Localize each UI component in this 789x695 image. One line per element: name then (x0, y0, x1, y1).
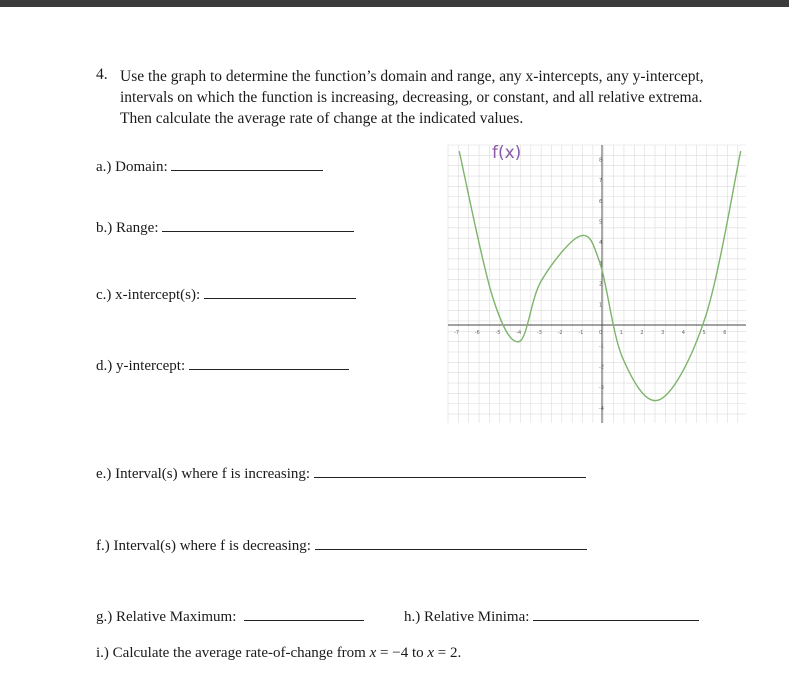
y-tick-label: -1 (599, 343, 604, 350)
x-tick-label: -2 (557, 330, 563, 336)
part-i-eq2: = 2. (434, 645, 462, 661)
part-g-label: g.) Relative Maximum: (96, 609, 237, 625)
part-i-x2: x (427, 645, 435, 661)
y-tick-label: 8 (599, 157, 603, 164)
part-g-answer-blank[interactable] (244, 619, 364, 621)
part-g (96, 609, 364, 626)
part-b (96, 220, 354, 237)
part-a-label: a.) Domain: (96, 159, 168, 175)
part-c-answer-blank[interactable] (204, 297, 356, 299)
graph-label-fx: f(x) (492, 143, 522, 163)
y-tick-label: -3 (599, 385, 604, 392)
part-f-label: f.) Interval(s) where f is decreasing: (96, 538, 311, 554)
part-i-prefix: i.) Calculate the average rate-of-change from (96, 645, 370, 661)
question-text: Use the graph to determine the function’s domain and range, any x-intercepts, any y-intercept, intervals on which the function is increasing, decreasing, or constant, and all relative extrema. Then calculate the average rate of change at the indicated values. (120, 68, 704, 127)
part-h-answer-blank[interactable] (533, 619, 699, 621)
part-a (96, 159, 323, 176)
part-i (96, 645, 461, 662)
y-tick-label: 1 (599, 302, 603, 309)
y-tick-label: 6 (599, 198, 603, 205)
y-tick-label: 3 (599, 260, 603, 267)
x-tick-label: 5 (702, 330, 706, 336)
part-b-answer-blank[interactable] (162, 230, 354, 232)
y-tick-label: -4 (599, 405, 604, 412)
graph-grid (448, 145, 746, 423)
part-h (404, 609, 699, 626)
function-graph (446, 138, 748, 428)
part-f (96, 538, 587, 555)
top-bar (0, 0, 789, 7)
graph-tick-labels (454, 157, 726, 411)
x-tick-label: 4 (681, 330, 685, 336)
part-i-eq1: = −4 to (376, 645, 428, 661)
part-e (96, 466, 586, 483)
x-tick-label: 3 (661, 330, 665, 336)
part-e-label: e.) Interval(s) where f is increasing: (96, 466, 311, 482)
part-c-label: c.) x-intercept(s): (96, 287, 201, 303)
x-tick-label: -6 (474, 330, 480, 336)
part-a-answer-blank[interactable] (171, 169, 323, 171)
x-tick-label: 2 (640, 330, 644, 336)
y-tick-label: 7 (599, 178, 603, 185)
question-number: 4. (96, 66, 108, 83)
part-c (96, 287, 356, 304)
x-tick-label: -5 (495, 330, 501, 336)
part-h-label: h.) Relative Minima: (404, 609, 530, 625)
x-tick-label: 6 (723, 330, 727, 336)
function-curve (459, 151, 741, 401)
part-i-x1: x (369, 645, 377, 661)
part-b-label: b.) Range: (96, 220, 159, 236)
y-tick-label: 4 (599, 240, 603, 247)
x-tick-label: -1 (578, 330, 584, 336)
x-tick-label: 0 (599, 330, 603, 336)
y-tick-label: 5 (599, 219, 603, 226)
x-tick-label: 1 (619, 330, 623, 336)
y-tick-label: -2 (599, 364, 604, 371)
x-tick-label: -7 (454, 330, 460, 336)
x-tick-label: -3 (536, 330, 542, 336)
part-e-answer-blank[interactable] (314, 476, 586, 478)
part-d (96, 358, 349, 375)
x-tick-label: -4 (516, 330, 522, 336)
part-f-answer-blank[interactable] (315, 548, 587, 550)
part-d-answer-blank[interactable] (189, 368, 349, 370)
y-tick-label: 2 (599, 281, 603, 288)
part-d-label: d.) y-intercept: (96, 358, 186, 374)
